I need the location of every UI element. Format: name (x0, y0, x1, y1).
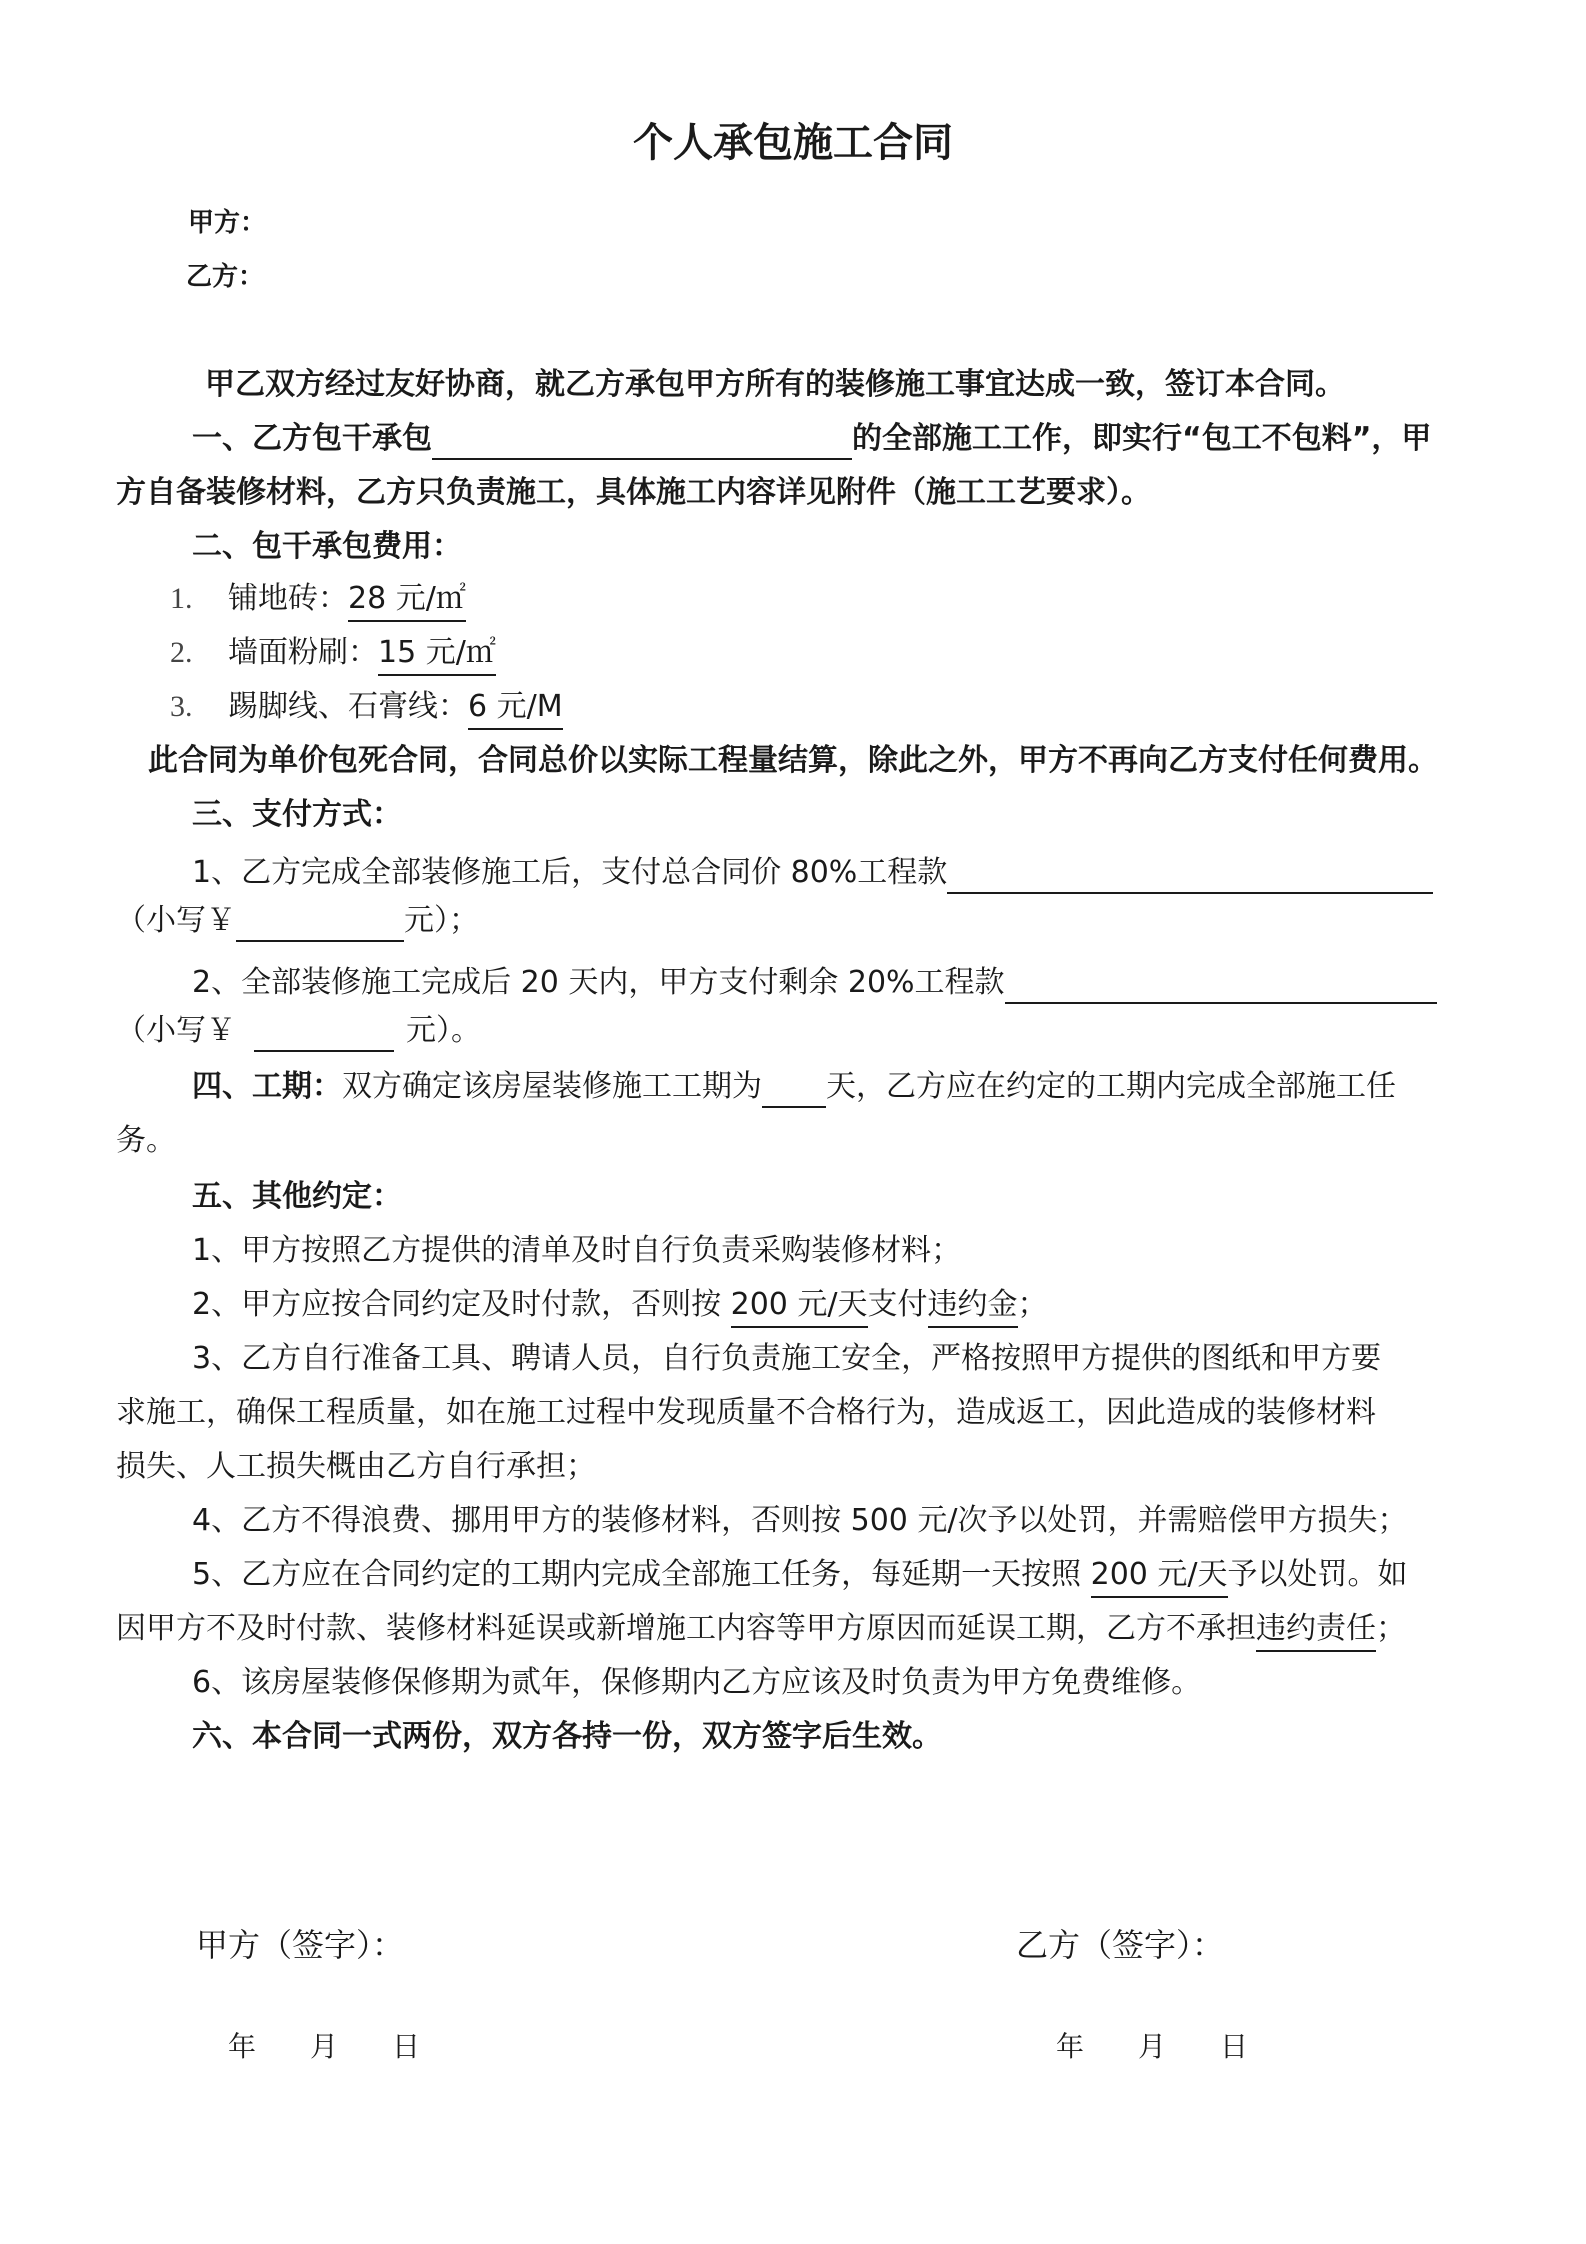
other-item-2-penalty: 违约金 (928, 1284, 1018, 1328)
party-b-year: 年 (1056, 2030, 1085, 2063)
section-1-line-2: 方自备装修材料，乙方只负责施工，具体施工内容详见附件（施工工艺要求）。 (116, 475, 1151, 510)
section-4-heading: 四、工期： (192, 1069, 342, 1104)
section-1-lead: 一、乙方包干承包 (192, 421, 432, 456)
party-b-month: 月 (1138, 2030, 1167, 2063)
party-a-day: 日 (392, 2030, 421, 2063)
payment-2-unit: 元）。 (406, 1013, 481, 1048)
other-item-2-text-b: 支付 (867, 1287, 928, 1322)
other-item-3-line-2: 求施工，确保工程质量，如在施工过程中发现质量不合格行为，造成返工，因此造成的装修材料 (116, 1395, 1376, 1430)
payment-2-amount-blank (1005, 966, 1437, 1004)
party-b-signature-label: 乙方（签字）： (1016, 1926, 1225, 1964)
section-2-heading: 二、包干承包费用： (192, 529, 462, 564)
section-1-tail: 的全部施工工作，即实行“包工不包料”，甲 (852, 421, 1432, 456)
payment-1-small-label: （小写￥ (116, 903, 236, 938)
other-item-6: 6、该房屋装修保修期为贰年，保修期内乙方应该及时负责为甲方免费维修。 (192, 1665, 1202, 1700)
fee-item-3-label: 踢脚线、石膏线： (228, 689, 468, 724)
other-item-5-liability: 违约责任 (1256, 1608, 1376, 1652)
scope-blank (432, 422, 852, 460)
other-item-2 (192, 1284, 1048, 1328)
payment-2-small-label: （小写￥ (116, 1013, 236, 1048)
section-4-line-2: 务。 (116, 1123, 176, 1158)
payment-1-amount-blank (947, 856, 1433, 894)
fee-item-2 (170, 632, 496, 676)
party-a-signature-label: 甲方（签字）： (196, 1926, 405, 1964)
payment-1-line-1 (192, 852, 1433, 894)
section-4-text-b: 天，乙方应在约定的工期内完成全部施工任 (826, 1069, 1396, 1104)
document-title: 个人承包施工合同 (633, 120, 953, 166)
other-item-3-line-1: 3、乙方自行准备工具、聘请人员，自行负责施工安全，严格按照甲方提供的图纸和甲方要 (192, 1341, 1382, 1376)
fee-item-1 (170, 578, 466, 622)
section-4-line-1 (192, 1066, 1396, 1108)
payment-2-text: 2、全部装修施工完成后 20 天内，甲方支付剩余 20%工程款 (192, 965, 1005, 1000)
fee-item-2-label: 墙面粉刷： (228, 635, 378, 670)
fee-item-3 (170, 686, 563, 730)
fee-item-2-number: 2. (170, 636, 193, 669)
unit-price-note: 此合同为单价包死合同，合同总价以实际工程量结算，除此之外，甲方不再向乙方支付任何费用。 (148, 743, 1438, 778)
section-3-heading: 三、支付方式： (192, 797, 402, 832)
other-item-2-text-c: ； (1017, 1287, 1048, 1322)
other-item-5-rate: 200 元/天 (1091, 1554, 1228, 1598)
payment-1-small-blank (236, 904, 404, 942)
other-item-5-text-d: ； (1376, 1611, 1406, 1646)
section-4-text-a: 双方确定该房屋装修施工工期为 (342, 1069, 762, 1104)
party-b-date (1056, 2026, 1302, 2068)
other-item-5-line-1 (192, 1554, 1408, 1598)
payment-2-line-2 (116, 1010, 481, 1052)
section-5-heading: 五、其他约定： (192, 1179, 402, 1214)
party-a-year: 年 (228, 2030, 257, 2063)
fee-item-3-number: 3. (170, 690, 193, 723)
fee-item-1-label: 铺地砖： (228, 581, 348, 616)
intro-paragraph: 甲乙双方经过友好协商，就乙方承包甲方所有的装修施工事宜达成一致，签订本合同。 (205, 367, 1345, 402)
payment-2-line-1 (192, 962, 1437, 1004)
other-item-2-text-a: 2、甲方应按合同约定及时付款，否则按 (192, 1287, 731, 1322)
other-item-5-text-b: 予以处罚。如 (1227, 1557, 1408, 1592)
other-item-5-text-a: 5、乙方应在合同约定的工期内完成全部施工任务，每延期一天按照 (192, 1557, 1091, 1592)
other-item-4: 4、乙方不得浪费、挪用甲方的装修材料，否则按 500 元/次予以处罚，并需赔偿甲方损失； (192, 1503, 1408, 1538)
payment-1-line-2 (116, 900, 479, 942)
duration-blank (762, 1070, 826, 1108)
fee-item-1-value: 28 元/㎡ (348, 578, 466, 622)
party-a-month: 月 (310, 2030, 339, 2063)
party-a-date (228, 2026, 474, 2068)
payment-1-unit: 元）； (404, 903, 479, 938)
payment-1-text: 1、乙方完成全部装修施工后，支付总合同价 80%工程款 (192, 855, 948, 890)
section-6: 六、本合同一式两份，双方各持一份，双方签字后生效。 (192, 1719, 942, 1754)
fee-item-2-value: 15 元/㎡ (378, 632, 496, 676)
other-item-5-line-2 (116, 1608, 1406, 1652)
fee-item-3-value: 6 元/M (468, 686, 563, 730)
fee-item-1-number: 1. (170, 582, 193, 615)
section-1-line-1 (192, 418, 1431, 460)
party-b-day: 日 (1220, 2030, 1249, 2063)
other-item-3-line-3: 损失、人工损失概由乙方自行承担； (116, 1449, 596, 1484)
other-item-2-rate: 200 元/天 (731, 1284, 868, 1328)
other-item-5-text-c: 因甲方不及时付款、装修材料延误或新增施工内容等甲方原因而延误工期，乙方不承担 (116, 1611, 1256, 1646)
other-item-1: 1、甲方按照乙方提供的清单及时自行负责采购装修材料； (192, 1233, 962, 1268)
payment-2-small-blank (254, 1014, 394, 1052)
party-a-label: 甲方： (188, 208, 267, 238)
party-b-label: 乙方： (186, 262, 265, 292)
